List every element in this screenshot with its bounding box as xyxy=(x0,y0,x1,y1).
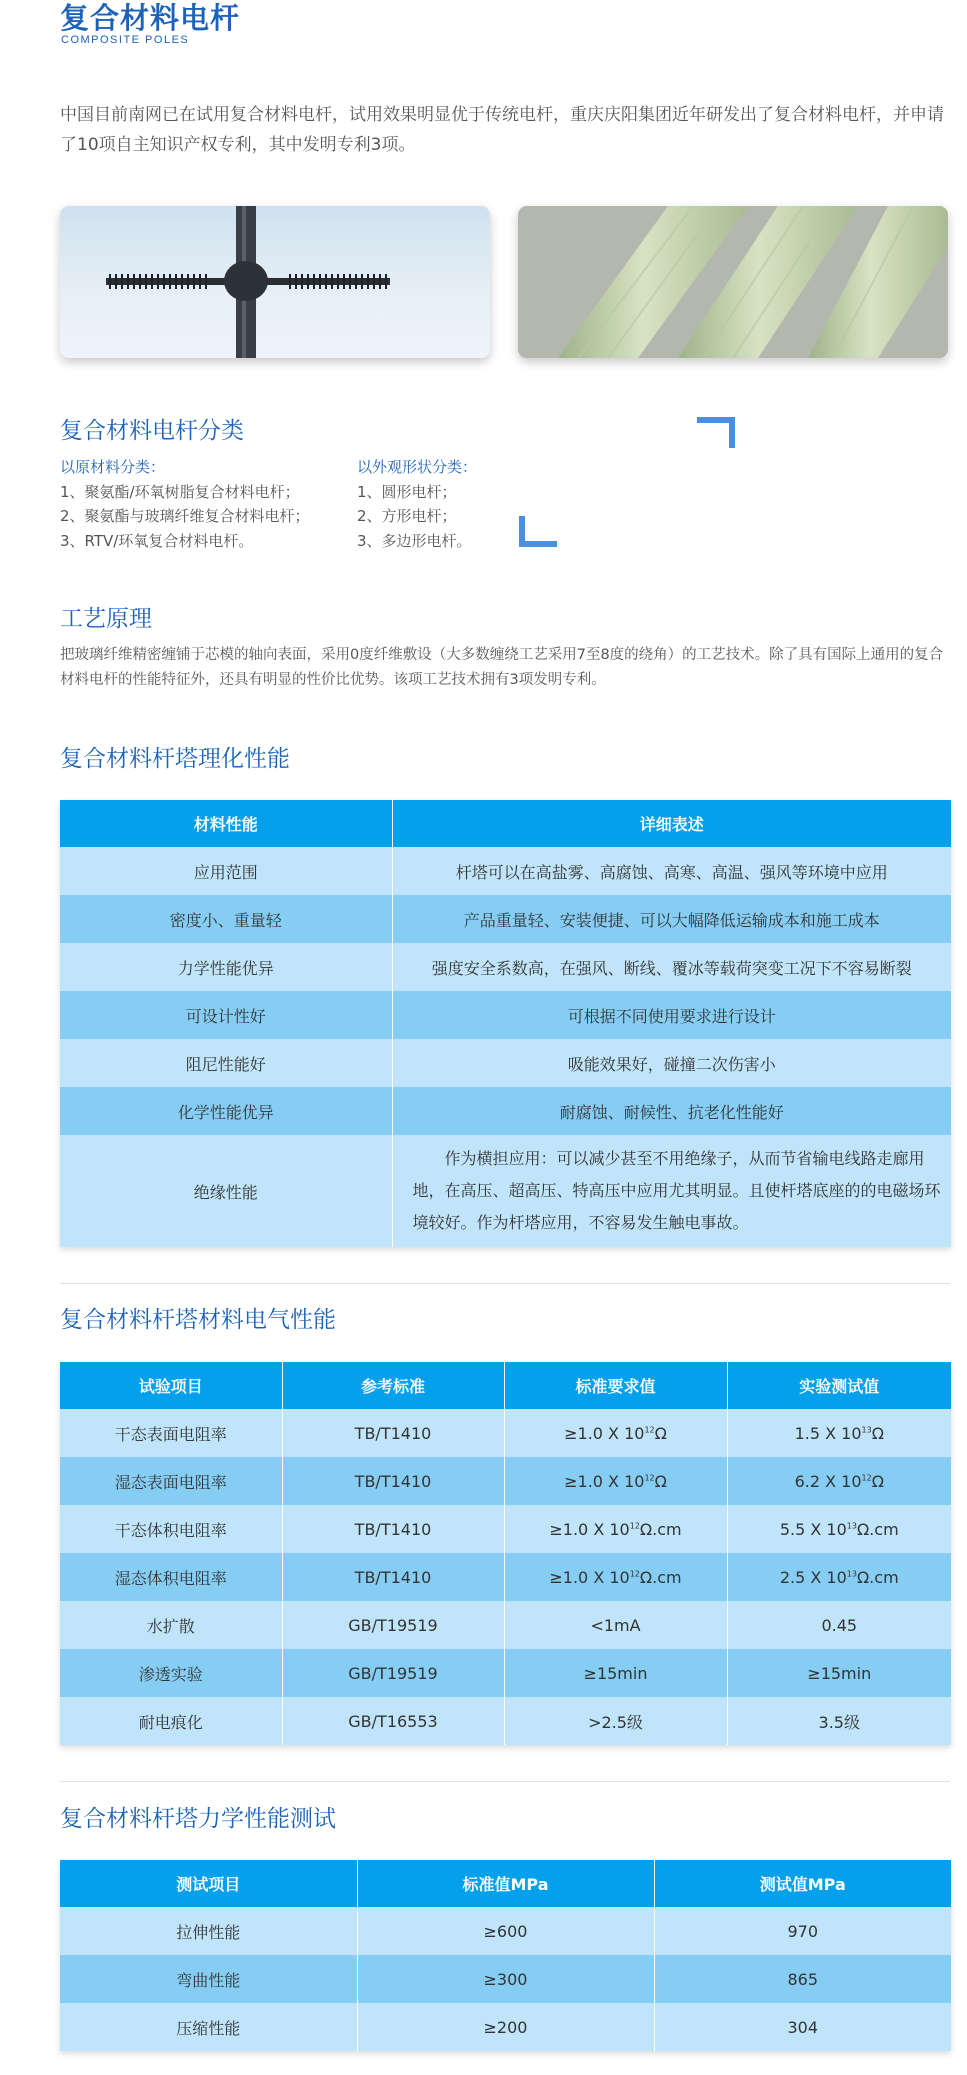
property-cell: 应用范围 xyxy=(60,847,392,895)
property-cell: 密度小、重量轻 xyxy=(60,895,392,943)
standard-value-cell: ≥300 xyxy=(357,1955,654,2003)
test-item-cell: 湿态表面电阻率 xyxy=(60,1457,282,1505)
table-row xyxy=(60,1087,951,1135)
measured-value-cell: 970 xyxy=(654,1907,951,1955)
table-row xyxy=(60,1697,951,1745)
standard-cell: GB/T19519 xyxy=(282,1601,504,1649)
standard-value-cell: ≥200 xyxy=(357,2003,654,2051)
measured-value-cell: 304 xyxy=(654,2003,951,2051)
required-value-cell: ≥15min xyxy=(504,1649,727,1697)
test-item-cell: 水扩散 xyxy=(60,1601,282,1649)
test-item-cell: 湿态体积电阻率 xyxy=(60,1553,282,1601)
measured-value-cell: ≥15min xyxy=(727,1649,951,1697)
section-divider xyxy=(60,1781,950,1782)
measured-value-cell: 2.5 X $10^{13}\Omega.cm$ xyxy=(727,1553,951,1601)
process-text: 把玻璃纤维精密缠铺于芯模的轴向表面，采用0度纤维敷设（大多数缠绕工艺采用7至8度的绕角）的工艺技术。除了具有国际上通用的复合材料电杆的性能特征外，还具有明显的性价比优势。该项工艺技术拥有3项发明专利。 xyxy=(60,647,944,688)
pipes-photo xyxy=(518,206,948,358)
table-row xyxy=(60,2003,951,2051)
shape-item: 3、多边形电杆。 xyxy=(357,531,472,550)
physchem-title: 复合材料杆塔理化性能 xyxy=(60,746,290,772)
material-item: 1、聚氨酯/环氧树脂复合材料电杆； xyxy=(60,482,300,501)
mechanical-title: 复合材料杆塔力学性能测试 xyxy=(60,1806,336,1832)
physchem-header-description: 详细表述 xyxy=(392,800,951,847)
required-value-cell: ≥1.0 X $10^{12}\Omega$ xyxy=(504,1457,727,1505)
test-item-cell: 压缩性能 xyxy=(60,2003,357,2051)
required-value-cell: ≥1.0 X $10^{12}\Omega.cm$ xyxy=(504,1505,727,1553)
material-classification xyxy=(60,455,310,553)
electrical-table xyxy=(60,1362,951,1745)
mechanical-header-measured: 测试值MPa xyxy=(654,1860,951,1907)
table-row xyxy=(60,1955,951,2003)
standard-cell: TB/T1410 xyxy=(282,1409,504,1457)
classification-title: 复合材料电杆分类 xyxy=(60,418,244,444)
table-row xyxy=(60,1039,951,1087)
page-subtitle: COMPOSITE POLES xyxy=(61,34,190,46)
description-cell: 吸能效果好，碰撞二次伤害小 xyxy=(392,1039,951,1087)
table-row xyxy=(60,1409,951,1457)
table-row xyxy=(60,1457,951,1505)
required-value-cell: >2.5级 xyxy=(504,1697,727,1745)
table-row xyxy=(60,1907,951,1955)
required-value-cell: ≥1.0 X $10^{12}\Omega.cm$ xyxy=(504,1553,727,1601)
test-item-cell: 拉伸性能 xyxy=(60,1907,357,1955)
standard-cell: GB/T19519 xyxy=(282,1649,504,1697)
property-cell: 阻尼性能好 xyxy=(60,1039,392,1087)
measured-value-cell: 0.45 xyxy=(727,1601,951,1649)
corner-bracket-bottom-left xyxy=(519,516,557,547)
electrical-header-required: 标准要求值 xyxy=(504,1362,727,1409)
shape-item: 2、方形电杆； xyxy=(357,507,457,525)
test-item-cell: 弯曲性能 xyxy=(60,1955,357,2003)
test-item-cell: 干态体积电阻率 xyxy=(60,1505,282,1553)
intro-paragraph: 中国目前南网已在试用复合材料电杆，试用效果明显优于传统电杆，重庆庆阳集团近年研发出了复合材料电杆，并申请了10项自主知识产权专利，其中发明专利3项。 xyxy=(60,105,944,155)
required-value-cell: ≥1.0 X $10^{12}\Omega$ xyxy=(504,1409,727,1457)
electrical-header-row xyxy=(60,1362,951,1409)
description-cell: 产品重量轻、安装便捷、可以大幅降低运输成本和施工成本 xyxy=(392,895,951,943)
mechanical-table xyxy=(60,1860,951,2051)
section-divider xyxy=(60,1283,950,1284)
mechanical-header-item: 测试项目 xyxy=(60,1860,357,1907)
pole-illustration xyxy=(60,206,490,358)
measured-value-cell: 5.5 X $10^{13}\Omega.cm$ xyxy=(727,1505,951,1553)
property-cell: 力学性能优异 xyxy=(60,943,392,991)
pipes-illustration xyxy=(518,206,948,358)
table-row xyxy=(60,943,951,991)
property-cell: 可设计性好 xyxy=(60,991,392,1039)
electrical-header-measured: 实验测试值 xyxy=(727,1362,951,1409)
table-row xyxy=(60,1553,951,1601)
mechanical-header-standard: 标准值MPa xyxy=(357,1860,654,1907)
standard-value-cell: ≥600 xyxy=(357,1907,654,1955)
property-cell: 绝缘性能 xyxy=(60,1135,392,1247)
test-item-cell: 耐电痕化 xyxy=(60,1697,282,1745)
table-row xyxy=(60,1135,951,1247)
physchem-table xyxy=(60,800,951,1247)
measured-value-cell: 1.5 X $10^{13}\Omega$ xyxy=(727,1409,951,1457)
page-title: 复合材料电杆 xyxy=(60,1,241,35)
description-cell: 可根据不同使用要求进行设计 xyxy=(392,991,951,1039)
required-value-cell: <1mA xyxy=(504,1601,727,1649)
pole-photo xyxy=(60,206,490,358)
electrical-header-standard: 参考标准 xyxy=(282,1362,504,1409)
material-item: 3、RTV/环氧复合材料电杆。 xyxy=(60,531,254,550)
description-cell: 强度安全系数高，在强风、断线、覆冰等载荷突变工况下不容易断裂 xyxy=(392,943,951,991)
corner-bracket-top-right xyxy=(697,417,735,448)
shape-classification xyxy=(357,455,477,553)
material-item: 2、聚氨酯与玻璃纤维复合材料电杆； xyxy=(60,507,310,525)
standard-cell: GB/T16553 xyxy=(282,1697,504,1745)
measured-value-cell: 6.2 X $10^{12}\Omega$ xyxy=(727,1457,951,1505)
table-row xyxy=(60,895,951,943)
standard-cell: TB/T1410 xyxy=(282,1505,504,1553)
description-cell: 作为横担应用：可以减少甚至不用绝缘子，从而节省输电线路走廊用地，在高压、超高压、特高压中应用尤其明显。且使杆塔底座的的电磁场环境较好。作为杆塔应用，不容易发生触电事故。 xyxy=(392,1135,951,1247)
standard-cell: TB/T1410 xyxy=(282,1553,504,1601)
shape-heading: 以外观形状分类： xyxy=(357,458,478,476)
physchem-header-row xyxy=(60,800,951,847)
property-cell: 化学性能优异 xyxy=(60,1087,392,1135)
electrical-header-item: 试验项目 xyxy=(60,1362,282,1409)
description-cell: 杆塔可以在高盐雾、高腐蚀、高寒、高温、强风等环境中应用 xyxy=(392,847,951,895)
table-row xyxy=(60,1601,951,1649)
electrical-title: 复合材料杆塔材料电气性能 xyxy=(60,1307,336,1333)
table-row xyxy=(60,1505,951,1553)
table-row xyxy=(60,991,951,1039)
material-heading: 以原材料分类： xyxy=(60,458,166,476)
description-cell: 耐腐蚀、耐候性、抗老化性能好 xyxy=(392,1087,951,1135)
table-row xyxy=(60,847,951,895)
measured-value-cell: 865 xyxy=(654,1955,951,2003)
measured-value-cell: 3.5级 xyxy=(727,1697,951,1745)
physchem-header-property: 材料性能 xyxy=(60,800,392,847)
shape-item: 1、圆形电杆； xyxy=(357,482,457,501)
standard-cell: TB/T1410 xyxy=(282,1457,504,1505)
mechanical-header-row xyxy=(60,1860,951,1907)
test-item-cell: 干态表面电阻率 xyxy=(60,1409,282,1457)
process-title: 工艺原理 xyxy=(60,606,152,632)
table-row xyxy=(60,1649,951,1697)
test-item-cell: 渗透实验 xyxy=(60,1649,282,1697)
